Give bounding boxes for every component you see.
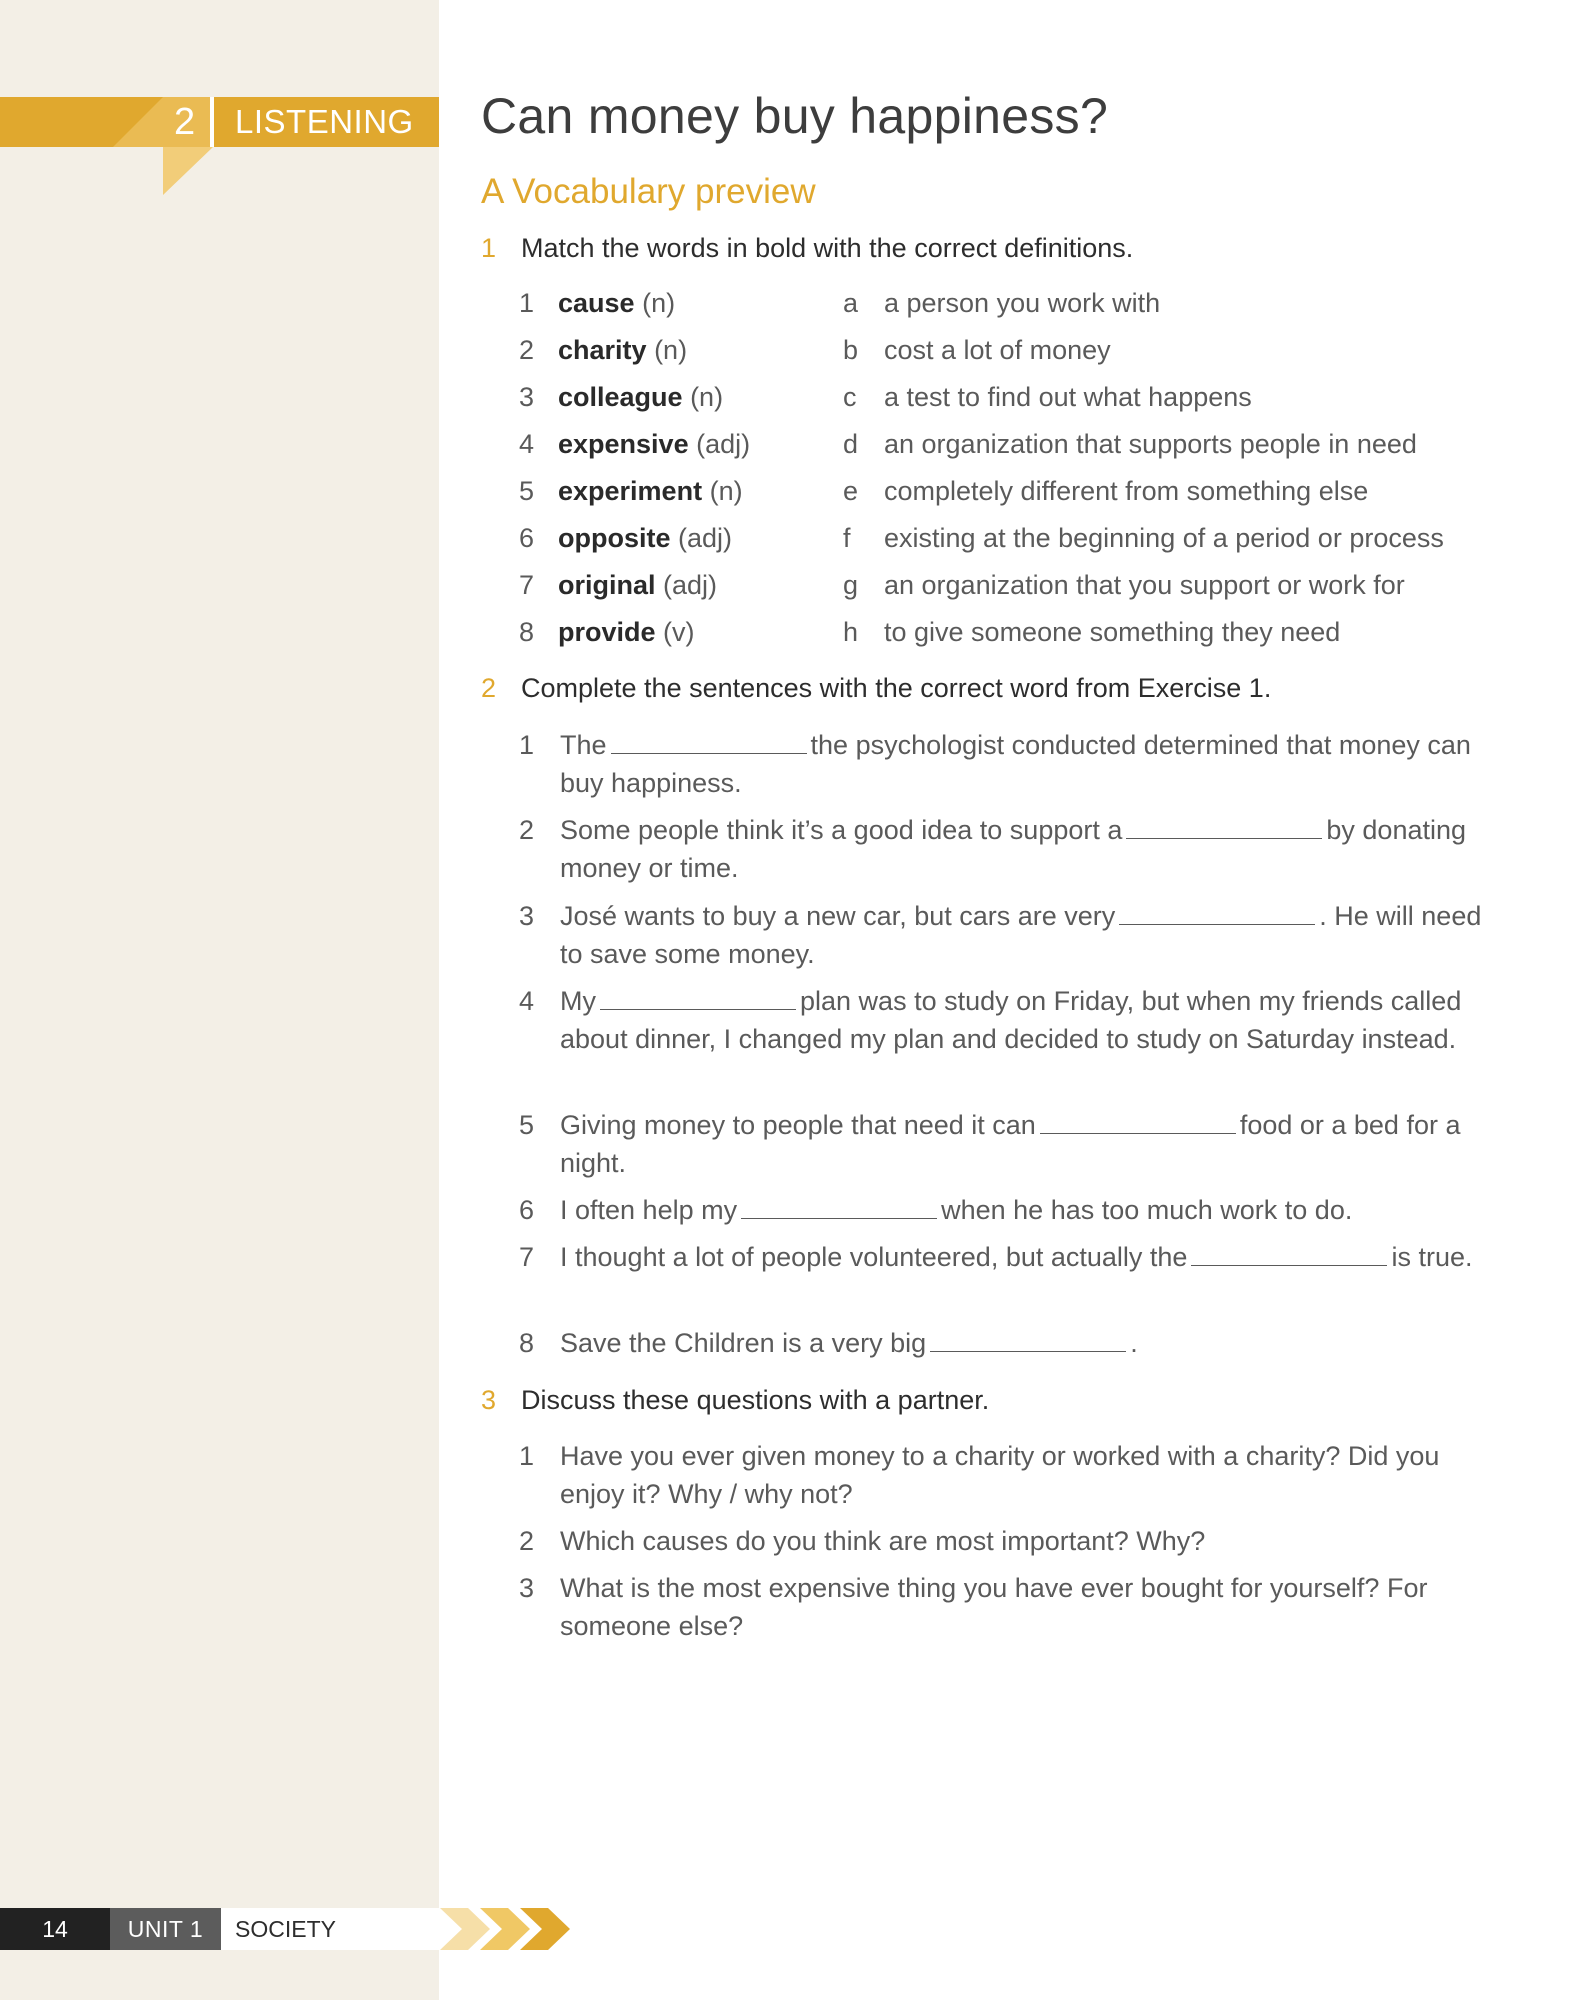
sentence-text <box>560 1106 1485 1182</box>
banner-number: 2 <box>174 101 196 143</box>
definition-text: a person you work with <box>884 288 1161 318</box>
question-text: What is the most expensive thing you have ever bought for yourself? For someone else? <box>560 1573 1428 1641</box>
part-of-speech: (adj) <box>663 570 718 600</box>
item-number: 7 <box>519 570 535 600</box>
item-number: 3 <box>519 901 535 931</box>
sentence-after: . <box>1130 1328 1138 1358</box>
sentence-after: by donating money or time. <box>560 815 1467 883</box>
item-number: 3 <box>519 382 535 412</box>
answer-blank[interactable] <box>1126 816 1322 839</box>
answer-blank[interactable] <box>611 731 807 754</box>
vocab-word-text: charity <box>558 335 647 365</box>
question-text: Which causes do you think are most important? Why? <box>560 1526 1206 1556</box>
sentence-text <box>560 1324 1485 1362</box>
vocab-word <box>558 615 695 649</box>
page-footer <box>0 1908 600 1950</box>
item-number: 1 <box>519 288 535 318</box>
page-number: 14 <box>0 1908 110 1950</box>
exercise-number: 2 <box>481 673 497 703</box>
item-number: 7 <box>519 1242 535 1272</box>
part-of-speech: (n) <box>709 476 743 506</box>
item-number: 5 <box>519 1110 535 1140</box>
answer-blank[interactable] <box>741 1196 937 1219</box>
part-of-speech: (n) <box>642 288 676 318</box>
section-title: A Vocabulary preview <box>481 172 816 211</box>
definition-text: to give someone something they need <box>884 617 1341 647</box>
sentence-after: . He will need to save some money. <box>560 901 1482 969</box>
vocab-word <box>558 286 675 320</box>
vocab-word-text: cause <box>558 288 635 318</box>
sentence-before: My <box>560 986 596 1016</box>
vocab-word <box>558 474 743 508</box>
definition-letter: f <box>843 523 851 553</box>
sentence-text <box>560 897 1485 973</box>
definition-text: a test to find out what happens <box>884 382 1252 412</box>
part-of-speech: (v) <box>663 617 695 647</box>
definition-letter: b <box>843 335 859 365</box>
definition-letter: d <box>843 429 859 459</box>
vocab-word-text: colleague <box>558 382 683 412</box>
sentence-after: food or a bed for a night. <box>560 1110 1461 1178</box>
item-number: 1 <box>519 730 535 760</box>
sentence-before: I thought a lot of people volunteered, but actually the <box>560 1242 1188 1272</box>
sentence-before: José wants to buy a new car, but cars are very <box>560 901 1116 931</box>
sentence-before: I often help my <box>560 1195 738 1225</box>
item-number: 4 <box>519 429 535 459</box>
vocab-word <box>558 568 717 602</box>
part-of-speech: (adj) <box>678 523 733 553</box>
sentence-before: Save the Children is a very big <box>560 1328 927 1358</box>
exercise-instruction: Complete the sentences with the correct word from Exercise 1. <box>521 673 1272 703</box>
sentence-text <box>560 1191 1485 1229</box>
sentence-text <box>560 982 1485 1058</box>
item-number: 4 <box>519 986 535 1016</box>
item-number: 6 <box>519 523 535 553</box>
answer-blank[interactable] <box>1040 1111 1236 1134</box>
vocab-word <box>558 521 732 555</box>
vocab-word-text: experiment <box>558 476 703 506</box>
definition-letter: e <box>843 476 859 506</box>
item-number: 8 <box>519 617 535 647</box>
part-of-speech: (n) <box>654 335 688 365</box>
sentence-text <box>560 811 1485 887</box>
unit-label: UNIT 1 <box>110 1908 221 1950</box>
definition-text: existing at the beginning of a period or process <box>884 523 1444 553</box>
answer-blank[interactable] <box>600 987 796 1010</box>
sentence-text <box>560 726 1485 802</box>
item-number: 6 <box>519 1195 535 1225</box>
exercise-number: 3 <box>481 1385 497 1415</box>
answer-blank[interactable] <box>1191 1243 1387 1266</box>
answer-blank[interactable] <box>930 1329 1126 1352</box>
banner-label: LISTENING <box>235 103 414 140</box>
vocab-word <box>558 380 723 414</box>
definition-text: an organization that supports people in need <box>884 429 1417 459</box>
vocab-word <box>558 333 687 367</box>
part-of-speech: (n) <box>690 382 724 412</box>
item-number: 3 <box>519 1573 535 1603</box>
vocab-word-text: provide <box>558 617 656 647</box>
answer-blank[interactable] <box>1119 902 1315 925</box>
definition-letter: a <box>843 288 859 318</box>
section-banner <box>0 97 439 247</box>
part-of-speech: (adj) <box>696 429 751 459</box>
page-title: Can money buy happiness? <box>481 88 1109 144</box>
sentence-after: when he has too much work to do. <box>941 1195 1353 1225</box>
sentence-after: the psychologist conducted determined that money can buy happiness. <box>560 730 1471 798</box>
sentence-after: plan was to study on Friday, but when my friends called about dinner, I changed my plan and decided to study on Saturday instead. <box>560 986 1462 1054</box>
topic-label: SOCIETY <box>221 1908 443 1950</box>
vocab-word-text: expensive <box>558 429 689 459</box>
exercise-instruction: Discuss these questions with a partner. <box>521 1385 990 1415</box>
vocab-word-text: original <box>558 570 656 600</box>
definition-text: completely different from something else <box>884 476 1369 506</box>
item-number: 1 <box>519 1441 535 1471</box>
exercise-instruction: Match the words in bold with the correct definitions. <box>521 233 1134 263</box>
definition-text: an organization that you support or work for <box>884 570 1405 600</box>
exercise-number: 1 <box>481 233 497 263</box>
definition-letter: c <box>843 382 857 412</box>
definition-letter: g <box>843 570 859 600</box>
sentence-text <box>560 1238 1485 1276</box>
sentence-before: The <box>560 730 607 760</box>
chevron-arrows-icon <box>440 1908 590 1950</box>
question-text: Have you ever given money to a charity or worked with a charity? Did you enjoy it? Why / why not? <box>560 1441 1440 1509</box>
definition-letter: h <box>843 617 859 647</box>
vocab-word <box>558 427 750 461</box>
definition-text: cost a lot of money <box>884 335 1111 365</box>
sentence-before: Giving money to people that need it can <box>560 1110 1036 1140</box>
sentence-after: is true. <box>1391 1242 1473 1272</box>
sentence-before: Some people think it’s a good idea to support a <box>560 815 1123 845</box>
item-number: 2 <box>519 815 535 845</box>
item-number: 2 <box>519 335 535 365</box>
item-number: 5 <box>519 476 535 506</box>
page-sidebar <box>0 0 439 2000</box>
item-number: 8 <box>519 1328 535 1358</box>
item-number: 2 <box>519 1526 535 1556</box>
vocab-word-text: opposite <box>558 523 671 553</box>
